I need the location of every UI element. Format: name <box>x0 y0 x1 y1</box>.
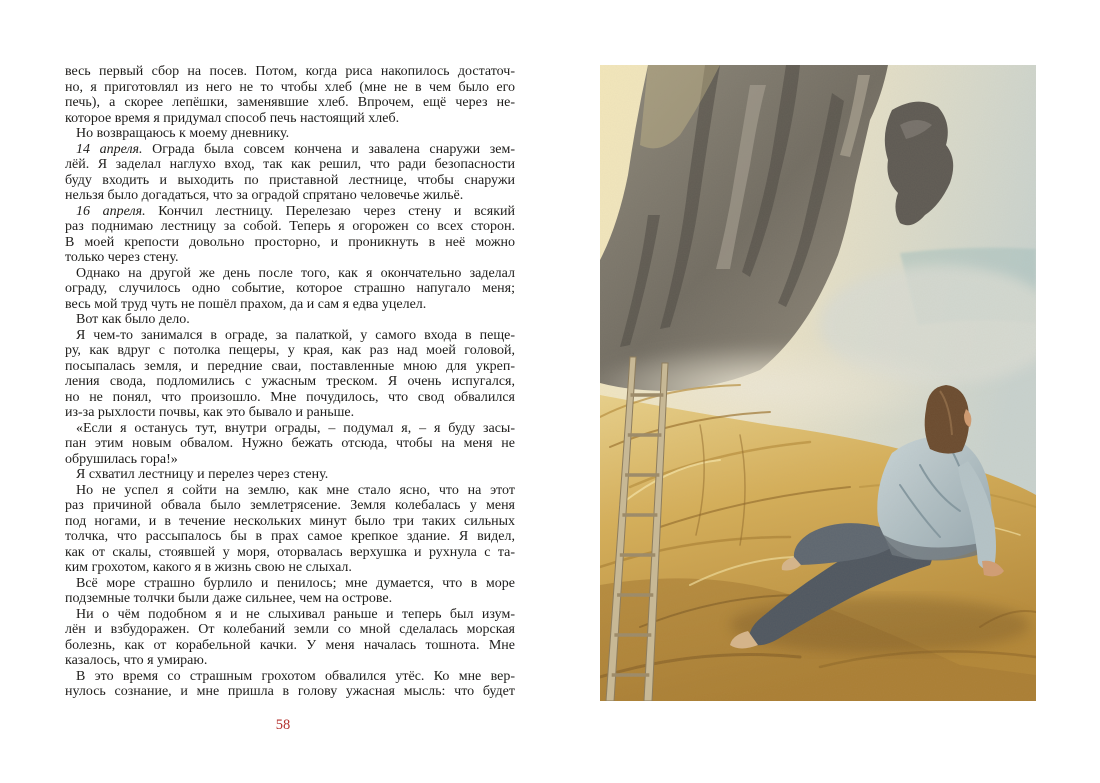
text-line <box>65 436 515 452</box>
line-text: буду входить и выходить по приставной лестнице, чтобы снаружи <box>65 172 515 188</box>
text-line <box>65 390 515 406</box>
line-text: обрушилась гора!» <box>65 451 178 467</box>
text-line <box>65 142 515 158</box>
text-line <box>65 638 515 654</box>
paper-texture <box>600 65 1036 701</box>
line-text: Ограда была совсем кончена и завалена снаружи зем- <box>142 141 515 157</box>
line-text: Ни о чём подобном я и не слыхивал раньше и теперь был изум- <box>76 606 515 622</box>
line-text: «Если я останусь тут, внутри ограды, – подумал я, – я буду засы- <box>76 420 515 436</box>
text-line <box>65 591 515 607</box>
text-line <box>65 281 515 297</box>
line-text: из-за рыхлости почвы, как это бывало и раньше. <box>65 405 355 420</box>
text-line <box>65 405 515 421</box>
line-text: лёй. Я заделал наглухо вход, так как решил, что ради безопасности <box>65 157 515 172</box>
line-text: весь мой труд чуть не пошёл прахом, да и сам я едва уцелел. <box>65 296 427 312</box>
text-line <box>65 374 515 390</box>
text-line <box>65 545 515 561</box>
text-line <box>65 669 515 685</box>
text-line <box>65 607 515 623</box>
text-line <box>65 204 515 220</box>
text-line <box>65 266 515 282</box>
line-text: нельзя было догадаться, что за оградой спрятано человечье жильё. <box>65 188 464 203</box>
line-text: но, я приготовлял из него не то чтобы хлеб (мне не в чем было его <box>65 79 515 95</box>
text-line <box>65 359 515 375</box>
line-text: нулось сознание, и мне пришла в голову ужасная мысль: что будет <box>65 684 515 699</box>
line-text: ким грохотом, какого я в жизнь свою не слыхал. <box>65 560 352 575</box>
line-text: В моей крепости довольно просторно, и проникнуть в неё можно <box>65 234 515 250</box>
line-text: раз причиной обвала было землетрясение. Земля колебалась у меня <box>65 498 515 513</box>
text-line <box>65 312 515 328</box>
text-line <box>65 514 515 530</box>
text-block <box>65 64 515 700</box>
line-text: лён и взбудоражен. От колебаний земли со мной сделалась морская <box>65 622 515 637</box>
line-text: Всё море страшно бурлило и пенилось; мне думается, что в море <box>76 575 515 591</box>
text-line <box>65 467 515 483</box>
page-number: 58 <box>275 717 291 733</box>
text-line <box>65 452 515 468</box>
text-line <box>65 684 515 700</box>
line-text: Вот как было дело. <box>76 312 190 327</box>
text-line <box>65 576 515 592</box>
line-text: печь), а скорее лепёшки, заменявшие хлеб. Впрочем, ещё через не- <box>65 95 515 110</box>
text-line <box>65 235 515 251</box>
line-text: подземные толчки были даже сильнее, чем на острове. <box>65 591 393 606</box>
line-text: Я схватил лестницу и перелез через стену. <box>76 467 329 482</box>
text-line <box>65 126 515 142</box>
text-line <box>65 483 515 499</box>
line-text: под ногами, и в течение нескольких минут было три таких сильных <box>65 513 515 529</box>
line-text: только через стену. <box>65 250 179 265</box>
line-text: Но не успел я сойти на землю, как мне стало ясно, что на этот <box>76 482 515 498</box>
line-text: казалось, что я умираю. <box>65 653 208 668</box>
line-text: Однако на другой же день после того, как я окончательно заделал <box>76 265 515 281</box>
text-line <box>65 64 515 80</box>
line-text: как от скалы, стоявшей у моря, оторвалась верхушка и рухнула с та- <box>65 544 515 560</box>
text-line <box>65 157 515 173</box>
line-text: толчка, что рассыпалось бы в прах самое крепкое здание. Я видел, <box>65 529 515 544</box>
text-line <box>65 250 515 266</box>
line-text: ограду, случилось одно событие, которое страшно напугало меня; <box>65 281 515 296</box>
text-line <box>65 622 515 638</box>
line-text: Но возвращаюсь к моему дневнику. <box>76 126 290 141</box>
line-text: В это время со страшным грохотом обвалился утёс. Ко мне вер- <box>76 668 515 684</box>
entry-date: 16 апреля. <box>76 203 146 219</box>
text-line <box>65 95 515 111</box>
text-line <box>65 80 515 96</box>
text-line <box>65 328 515 344</box>
right-page <box>550 0 1100 783</box>
text-line <box>65 343 515 359</box>
text-line <box>65 529 515 545</box>
line-text: которое время я придумал способ печь настоящий хлеб. <box>65 110 400 126</box>
text-line <box>65 653 515 669</box>
line-text: раз поднимаю лестницу за собой. Теперь я огорожен со всех сторон. <box>65 219 515 234</box>
line-text: ру, как вдруг с потолка пещеры, у края, как раз над моей головой, <box>65 343 515 358</box>
line-text: пан этим новым обвалом. Нужно бежать отсюда, чтобы на меня не <box>65 436 515 451</box>
text-line <box>65 560 515 576</box>
text-line <box>65 111 515 127</box>
line-text: Я чем-то занимался в ограде, за палаткой, у самого входа в пеще- <box>76 327 515 343</box>
text-line <box>65 421 515 437</box>
text-line <box>65 188 515 204</box>
text-line <box>65 219 515 235</box>
line-text: ления свода, подломились с ужасным треском. Я очень испугался, <box>65 374 515 389</box>
line-text: болезнь, как от корабельной качки. У меня началась тошнота. Мне <box>65 637 515 653</box>
text-line <box>65 498 515 514</box>
line-text: но не понял, что произошло. Мне почудилось, что свод обвалился <box>65 389 515 405</box>
line-text: Кончил лестницу. Перелезаю через стену и всякий <box>145 203 515 219</box>
text-line <box>65 173 515 189</box>
illustration <box>600 65 1036 701</box>
line-text: весь первый сбор на посев. Потом, когда риса накопилось достаточ- <box>65 64 515 79</box>
text-line <box>65 297 515 313</box>
entry-date: 14 апреля. <box>76 141 143 157</box>
line-text: посыпалась земля, и передние сваи, поставленные мною для укреп- <box>65 358 515 374</box>
